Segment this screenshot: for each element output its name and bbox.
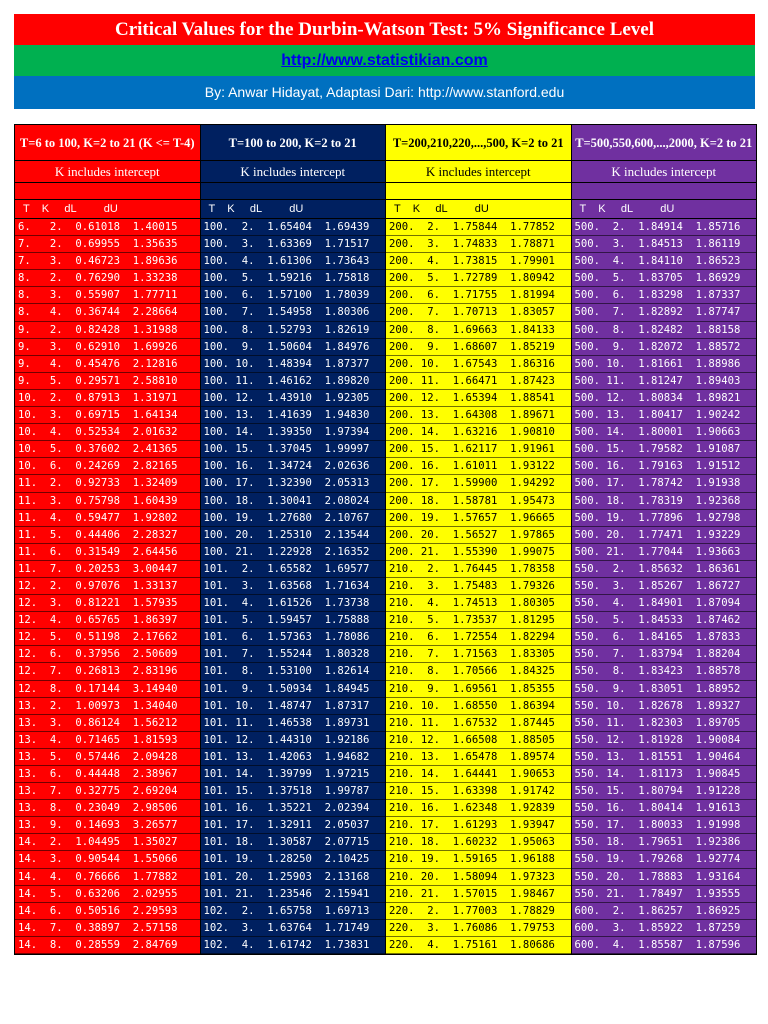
intercept-note: K includes intercept (201, 161, 386, 183)
table-row: 210. 5. 1.73537 1.81295 (386, 612, 571, 629)
title-banner (14, 14, 755, 45)
byline-banner (14, 76, 755, 109)
table-row: 550. 21. 1.78497 1.93555 (572, 886, 757, 903)
table-row: 210. 11. 1.67532 1.87445 (386, 715, 571, 732)
table-row: 210. 15. 1.63398 1.91742 (386, 783, 571, 800)
table-row: 100. 17. 1.32390 2.05313 (201, 475, 386, 492)
table-row: 550. 9. 1.83051 1.88952 (572, 681, 757, 698)
table-row: 9. 3. 0.62910 1.69926 (15, 339, 200, 356)
table-row: 500. 20. 1.77471 1.93229 (572, 527, 757, 544)
table-row: 500. 9. 1.82072 1.88572 (572, 339, 757, 356)
table-row: 500. 17. 1.78742 1.91938 (572, 475, 757, 492)
table-row: 500. 10. 1.81661 1.88986 (572, 356, 757, 373)
table-row: 100. 3. 1.63369 1.71517 (201, 236, 386, 253)
intercept-note: K includes intercept (386, 161, 571, 183)
table-row: 11. 4. 0.59477 1.92802 (15, 510, 200, 527)
table-row: 550. 17. 1.80033 1.91998 (572, 817, 757, 834)
table-row: 8. 4. 0.36744 2.28664 (15, 304, 200, 321)
table-row: 500. 8. 1.82482 1.88158 (572, 322, 757, 339)
table-row: 12. 4. 0.65765 1.86397 (15, 612, 200, 629)
table-row: 12. 8. 0.17144 3.14940 (15, 681, 200, 698)
table-row: 12. 6. 0.37956 2.50609 (15, 646, 200, 663)
table-row: 600. 4. 1.85587 1.87596 (572, 937, 757, 954)
table-row: 9. 4. 0.45476 2.12816 (15, 356, 200, 373)
column-heading: T=200,210,220,...,500, K=2 to 21 (386, 125, 571, 161)
table-row: 14. 2. 1.04495 1.35027 (15, 834, 200, 851)
table-row: 101. 15. 1.37518 1.99787 (201, 783, 386, 800)
table-row: 14. 8. 0.28559 2.84769 (15, 937, 200, 954)
spacer-row (386, 183, 571, 200)
table-row: 101. 21. 1.23546 2.15941 (201, 886, 386, 903)
table-row: 200. 8. 1.69663 1.84133 (386, 322, 571, 339)
table-row: 500. 18. 1.78319 1.92368 (572, 493, 757, 510)
intercept-note: K includes intercept (15, 161, 200, 183)
table-row: 550. 18. 1.79651 1.92386 (572, 834, 757, 851)
table-row: 210. 4. 1.74513 1.80305 (386, 595, 571, 612)
url-banner (14, 45, 755, 76)
table-row: 101. 20. 1.25903 2.13168 (201, 869, 386, 886)
table-row: 500. 5. 1.83705 1.86929 (572, 270, 757, 287)
table-row: 11. 3. 0.75798 1.60439 (15, 493, 200, 510)
table-row: 7. 2. 0.69955 1.35635 (15, 236, 200, 253)
table-row: 550. 7. 1.83794 1.88204 (572, 646, 757, 663)
table-row: 101. 11. 1.46538 1.89731 (201, 715, 386, 732)
table-row: 550. 13. 1.81551 1.90464 (572, 749, 757, 766)
table-row: 13. 8. 0.23049 2.98506 (15, 800, 200, 817)
table-row: 13. 3. 0.86124 1.56212 (15, 715, 200, 732)
table-row: 100. 14. 1.39350 1.97394 (201, 424, 386, 441)
spacer-row (201, 183, 386, 200)
table-row: 550. 6. 1.84165 1.87833 (572, 629, 757, 646)
table-row: 100. 11. 1.46162 1.89820 (201, 373, 386, 390)
table-row: 200. 16. 1.61011 1.93122 (386, 458, 571, 475)
table-row: 200. 14. 1.63216 1.90810 (386, 424, 571, 441)
table-row: 550. 12. 1.81928 1.90084 (572, 732, 757, 749)
table-row: 8. 2. 0.76290 1.33238 (15, 270, 200, 287)
table-row: 500. 15. 1.79582 1.91087 (572, 441, 757, 458)
table-row: 200. 18. 1.58781 1.95473 (386, 493, 571, 510)
table-row: 210. 10. 1.68550 1.86394 (386, 698, 571, 715)
table-row: 210. 16. 1.62348 1.92839 (386, 800, 571, 817)
table-row: 9. 2. 0.82428 1.31988 (15, 322, 200, 339)
table-row: 100. 12. 1.43910 1.92305 (201, 390, 386, 407)
table-row: 100. 4. 1.61306 1.73643 (201, 253, 386, 270)
table-row: 500. 3. 1.84513 1.86119 (572, 236, 757, 253)
table-row: 102. 4. 1.61742 1.73831 (201, 937, 386, 954)
table-row: 101. 12. 1.44310 1.92186 (201, 732, 386, 749)
table-row: 550. 8. 1.83423 1.88578 (572, 663, 757, 680)
table-row: 200. 9. 1.68607 1.85219 (386, 339, 571, 356)
table-row: 10. 6. 0.24269 2.82165 (15, 458, 200, 475)
table-row: 210. 20. 1.58094 1.97323 (386, 869, 571, 886)
table-row: 550. 2. 1.85632 1.86361 (572, 561, 757, 578)
table-row: 500. 21. 1.77044 1.93663 (572, 544, 757, 561)
table-row: 210. 3. 1.75483 1.79326 (386, 578, 571, 595)
table-row: 101. 3. 1.63568 1.71634 (201, 578, 386, 595)
table-row: 200. 11. 1.66471 1.87423 (386, 373, 571, 390)
table-row: 101. 17. 1.32911 2.05037 (201, 817, 386, 834)
table-row: 210. 8. 1.70566 1.84325 (386, 663, 571, 680)
website-link[interactable]: http://www.statistikian.com (281, 52, 488, 69)
table-row: 100. 13. 1.41639 1.94830 (201, 407, 386, 424)
table-row: 200. 12. 1.65394 1.88541 (386, 390, 571, 407)
table-row: 11. 7. 0.20253 3.00447 (15, 561, 200, 578)
table-row: 100. 21. 1.22928 2.16352 (201, 544, 386, 561)
table-row: 11. 2. 0.92733 1.32409 (15, 475, 200, 492)
table-row: 101. 5. 1.59457 1.75888 (201, 612, 386, 629)
table-row: 12. 2. 0.97076 1.33137 (15, 578, 200, 595)
table-row: 200. 5. 1.72789 1.80942 (386, 270, 571, 287)
table-row: 550. 16. 1.80414 1.91613 (572, 800, 757, 817)
table-row: 13. 4. 0.71465 1.81593 (15, 732, 200, 749)
table-row: 101. 14. 1.39799 1.97215 (201, 766, 386, 783)
table-row: 6. 2. 0.61018 1.40015 (15, 219, 200, 236)
table-row: 100. 10. 1.48394 1.87377 (201, 356, 386, 373)
table-row: 11. 5. 0.44406 2.28327 (15, 527, 200, 544)
table-row: 101. 13. 1.42063 1.94682 (201, 749, 386, 766)
table-row: 550. 19. 1.79268 1.92774 (572, 851, 757, 868)
table-row: 8. 3. 0.55907 1.77711 (15, 287, 200, 304)
table-row: 200. 19. 1.57657 1.96665 (386, 510, 571, 527)
table-row: 220. 2. 1.77003 1.78829 (386, 903, 571, 920)
table-row: 500. 19. 1.77896 1.92798 (572, 510, 757, 527)
table-row: 101. 16. 1.35221 2.02394 (201, 800, 386, 817)
table-row: 100. 15. 1.37045 1.99997 (201, 441, 386, 458)
table-row: 101. 6. 1.57363 1.78086 (201, 629, 386, 646)
table-row: 210. 7. 1.71563 1.83305 (386, 646, 571, 663)
table-row: 200. 20. 1.56527 1.97865 (386, 527, 571, 544)
table-row: 10. 5. 0.37602 2.41365 (15, 441, 200, 458)
table-row: 600. 2. 1.86257 1.86925 (572, 903, 757, 920)
table-row: 100. 8. 1.52793 1.82619 (201, 322, 386, 339)
table-row: 500. 12. 1.80834 1.89821 (572, 390, 757, 407)
table-row: 100. 6. 1.57100 1.78039 (201, 287, 386, 304)
table-row: 500. 6. 1.83298 1.87337 (572, 287, 757, 304)
table-row: 220. 3. 1.76086 1.79753 (386, 920, 571, 937)
column-labels: T K dL dU (572, 200, 757, 219)
table-row: 200. 17. 1.59900 1.94292 (386, 475, 571, 492)
table-row: 210. 2. 1.76445 1.78358 (386, 561, 571, 578)
table-row: 12. 5. 0.51198 2.17662 (15, 629, 200, 646)
column-labels: T K dL dU (201, 200, 386, 219)
table-row: 12. 3. 0.81221 1.57935 (15, 595, 200, 612)
col-t6-100 (15, 125, 201, 954)
table-row: 100. 5. 1.59216 1.75818 (201, 270, 386, 287)
table-row: 101. 8. 1.53100 1.82614 (201, 663, 386, 680)
table-row: 11. 6. 0.31549 2.64456 (15, 544, 200, 561)
table-row: 101. 7. 1.55244 1.80328 (201, 646, 386, 663)
table-row: 101. 9. 1.50934 1.84945 (201, 681, 386, 698)
table-row: 550. 4. 1.84901 1.87094 (572, 595, 757, 612)
table-row: 200. 4. 1.73815 1.79901 (386, 253, 571, 270)
table-row: 550. 3. 1.85267 1.86727 (572, 578, 757, 595)
table-row: 100. 16. 1.34724 2.02636 (201, 458, 386, 475)
table-row: 500. 11. 1.81247 1.89403 (572, 373, 757, 390)
table-row: 14. 7. 0.38897 2.57158 (15, 920, 200, 937)
table-row: 102. 3. 1.63764 1.71749 (201, 920, 386, 937)
table-row: 10. 4. 0.52534 2.01632 (15, 424, 200, 441)
table-row: 13. 5. 0.57446 2.09428 (15, 749, 200, 766)
table-row: 210. 12. 1.66508 1.88505 (386, 732, 571, 749)
table-row: 7. 3. 0.46723 1.89636 (15, 253, 200, 270)
table-row: 13. 7. 0.32775 2.69204 (15, 783, 200, 800)
table-row: 13. 6. 0.44448 2.38967 (15, 766, 200, 783)
table-row: 550. 10. 1.82678 1.89327 (572, 698, 757, 715)
table-row: 200. 3. 1.74833 1.78871 (386, 236, 571, 253)
table-row: 550. 5. 1.84533 1.87462 (572, 612, 757, 629)
table-row: 200. 10. 1.67543 1.86316 (386, 356, 571, 373)
table-row: 550. 20. 1.78883 1.93164 (572, 869, 757, 886)
table-row: 210. 13. 1.65478 1.89574 (386, 749, 571, 766)
table-row: 200. 13. 1.64308 1.89671 (386, 407, 571, 424)
table-row: 500. 2. 1.84914 1.85716 (572, 219, 757, 236)
spacer-row (15, 183, 200, 200)
table-row: 200. 2. 1.75844 1.77852 (386, 219, 571, 236)
table-row: 210. 6. 1.72554 1.82294 (386, 629, 571, 646)
table-row: 100. 19. 1.27680 2.10767 (201, 510, 386, 527)
table-row: 101. 19. 1.28250 2.10425 (201, 851, 386, 868)
table-row: 200. 6. 1.71755 1.81994 (386, 287, 571, 304)
table-row: 210. 19. 1.59165 1.96188 (386, 851, 571, 868)
page-title: Critical Values for the Durbin-Watson Test: 5% Significance Level (114, 19, 655, 40)
table-row: 200. 21. 1.55390 1.99075 (386, 544, 571, 561)
table-row: 500. 13. 1.80417 1.90242 (572, 407, 757, 424)
col-t500-2000 (572, 125, 757, 954)
table-row: 500. 4. 1.84110 1.86523 (572, 253, 757, 270)
table-row: 550. 11. 1.82303 1.89705 (572, 715, 757, 732)
table-row: 101. 18. 1.30587 2.07715 (201, 834, 386, 851)
table-row: 100. 7. 1.54958 1.80306 (201, 304, 386, 321)
table-row: 14. 4. 0.76666 1.77882 (15, 869, 200, 886)
table-row: 101. 10. 1.48747 1.87317 (201, 698, 386, 715)
table-row: 14. 3. 0.90544 1.55066 (15, 851, 200, 868)
intercept-note: K includes intercept (572, 161, 757, 183)
table-row: 210. 21. 1.57015 1.98467 (386, 886, 571, 903)
table-row: 10. 2. 0.87913 1.31971 (15, 390, 200, 407)
table-row: 200. 15. 1.62117 1.91961 (386, 441, 571, 458)
col-t100-200 (201, 125, 387, 954)
table-row: 500. 16. 1.79163 1.91512 (572, 458, 757, 475)
table-row: 101. 2. 1.65582 1.69577 (201, 561, 386, 578)
table-row: 14. 5. 0.63206 2.02955 (15, 886, 200, 903)
column-labels: T K dL dU (15, 200, 200, 219)
col-t200-500 (386, 125, 572, 954)
durbin-watson-table (14, 124, 757, 955)
table-row: 210. 18. 1.60232 1.95063 (386, 834, 571, 851)
table-row: 210. 17. 1.61293 1.93947 (386, 817, 571, 834)
table-row: 9. 5. 0.29571 2.58810 (15, 373, 200, 390)
table-row: 600. 3. 1.85922 1.87259 (572, 920, 757, 937)
table-row: 500. 14. 1.80001 1.90663 (572, 424, 757, 441)
column-heading: T=500,550,600,...,2000, K=2 to 21 (572, 125, 757, 161)
table-row: 100. 20. 1.25310 2.13544 (201, 527, 386, 544)
table-row: 210. 14. 1.64441 1.90653 (386, 766, 571, 783)
table-row: 100. 18. 1.30041 2.08024 (201, 493, 386, 510)
table-row: 12. 7. 0.26813 2.83196 (15, 663, 200, 680)
column-heading: T=6 to 100, K=2 to 21 (K <= T-4) (15, 125, 200, 161)
column-labels: T K dL dU (386, 200, 571, 219)
column-heading: T=100 to 200, K=2 to 21 (201, 125, 386, 161)
table-row: 210. 9. 1.69561 1.85355 (386, 681, 571, 698)
table-row: 550. 15. 1.80794 1.91228 (572, 783, 757, 800)
table-row: 13. 2. 1.00973 1.34040 (15, 698, 200, 715)
table-row: 101. 4. 1.61526 1.73738 (201, 595, 386, 612)
table-row: 100. 2. 1.65404 1.69439 (201, 219, 386, 236)
table-row: 102. 2. 1.65758 1.69713 (201, 903, 386, 920)
table-row: 220. 4. 1.75161 1.80686 (386, 937, 571, 954)
byline-text: By: Anwar Hidayat, Adaptasi Dari: http://www.stanford.edu (204, 84, 565, 100)
table-row: 14. 6. 0.50516 2.29593 (15, 903, 200, 920)
table-row: 500. 7. 1.82892 1.87747 (572, 304, 757, 321)
table-row: 13. 9. 0.14693 3.26577 (15, 817, 200, 834)
table-row: 200. 7. 1.70713 1.83057 (386, 304, 571, 321)
table-row: 100. 9. 1.50604 1.84976 (201, 339, 386, 356)
spacer-row (572, 183, 757, 200)
table-row: 10. 3. 0.69715 1.64134 (15, 407, 200, 424)
table-row: 550. 14. 1.81173 1.90845 (572, 766, 757, 783)
